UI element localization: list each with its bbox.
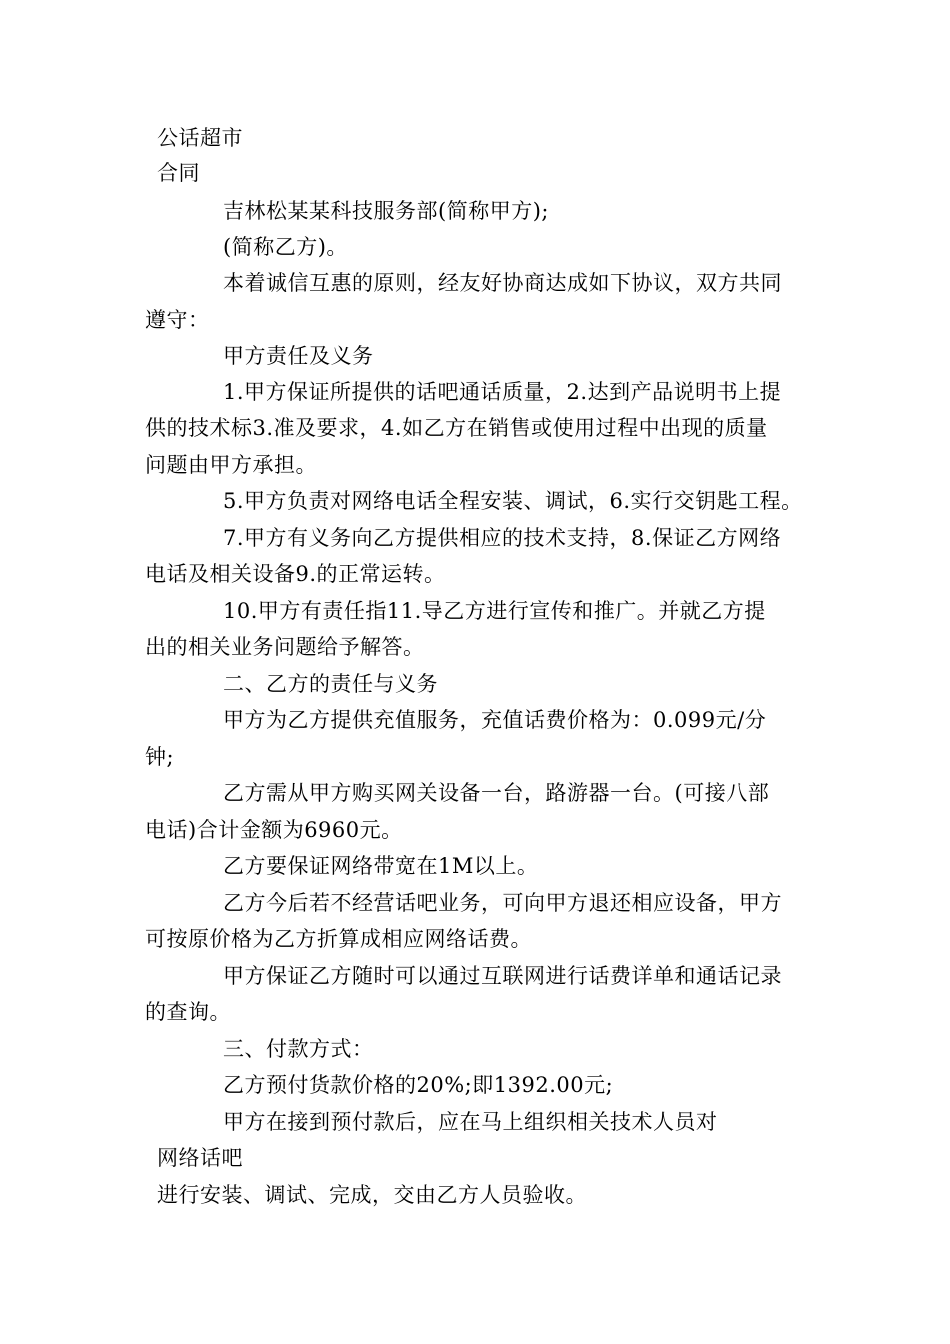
document-title-line-2: 合同 xyxy=(157,161,200,185)
item-1-line-1: 1.甲方保证所提供的话吧通话质量，2.达到产品说明书上提 xyxy=(223,380,782,404)
section-2-para-5-line-1: 甲方保证乙方随时可以通过互联网进行话费详单和通话记录 xyxy=(223,964,782,988)
section-3-para-4: 进行安装、调试、完成，交由乙方人员验收。 xyxy=(157,1183,587,1207)
section-3-heading: 三、付款方式： xyxy=(223,1037,374,1061)
section-2-para-4-line-1: 乙方今后若不经营话吧业务，可向甲方退还相应设备，甲方 xyxy=(223,891,782,915)
item-10-line-2: 出的相关业务问题给予解答。 xyxy=(145,635,425,659)
intro-line-2: 遵守： xyxy=(145,308,210,332)
section-2-para-5-line-2: 的查询。 xyxy=(145,1000,231,1024)
item-7-line-1: 7.甲方有义务向乙方提供相应的技术支持，8.保证乙方网络 xyxy=(223,526,782,550)
intro-line-1: 本着诚信互惠的原则，经友好协商达成如下协议，双方共同 xyxy=(223,271,782,295)
section-2-para-3: 乙方要保证网络带宽在1M以上。 xyxy=(223,854,539,878)
party-b-line: (简称乙方)。 xyxy=(223,235,348,259)
document-title-line-1: 公话超市 xyxy=(157,126,243,150)
item-1-line-2: 供的技术标3.准及要求，4.如乙方在销售或使用过程中出现的质量 xyxy=(145,416,768,440)
section-2-para-2-line-2: 电话)合计金额为6960元。 xyxy=(145,818,403,842)
section-2-para-2-line-1: 乙方需从甲方购买网关设备一台，路游器一台。(可接八部 xyxy=(223,781,770,805)
item-7-line-2: 电话及相关设备9.的正常运转。 xyxy=(145,562,446,586)
section-3-para-2: 甲方在接到预付款后，应在马上组织相关技术人员对 xyxy=(223,1110,718,1134)
section-3-para-3: 网络话吧 xyxy=(157,1146,243,1170)
section-1-heading: 甲方责任及义务 xyxy=(223,344,374,368)
section-2-para-1-line-1: 甲方为乙方提供充值服务，充值话费价格为：0.099元/分 xyxy=(223,708,767,732)
item-1-line-3: 问题由甲方承担。 xyxy=(145,453,317,477)
section-3-para-1: 乙方预付货款价格的20%;即1392.00元; xyxy=(223,1073,614,1097)
section-2-heading: 二、乙方的责任与义务 xyxy=(223,672,438,696)
section-2-para-4-line-2: 可按原价格为乙方折算成相应网络话费。 xyxy=(145,927,532,951)
party-a-line: 吉林松某某科技服务部(简称甲方); xyxy=(223,199,549,223)
item-10-line-1: 10.甲方有责任指11.导乙方进行宣传和推广。并就乙方提 xyxy=(223,599,766,623)
item-5-line: 5.甲方负责对网络电话全程安装、调试，6.实行交钥匙工程。 xyxy=(223,489,803,513)
section-2-para-1-line-2: 钟; xyxy=(145,745,175,769)
